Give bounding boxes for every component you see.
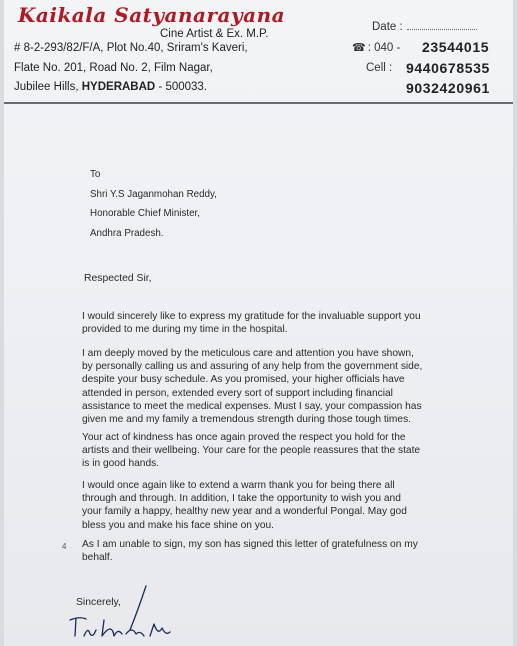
paragraph-line: through and through. In addition, I take the opportunity to wish you and: [82, 493, 401, 505]
paragraph-1: [82, 310, 421, 336]
cell-label: Cell :: [366, 62, 393, 74]
recipient-block: [90, 165, 217, 243]
paragraph-line: despite your busy schedule. As you promised, your higher officials have: [82, 374, 405, 386]
recipient-line: Shri Y.S Jaganmohan Reddy,: [90, 188, 217, 200]
telephone-icon: ☎: [352, 42, 366, 54]
paragraph-line: your family a happy, healthy new year and a wonderful Pongal. May god: [82, 506, 407, 518]
paragraph-line: Your act of kindness has once again proved the respect you hold for the: [82, 432, 406, 443]
paragraph-line: bless you and make his face shine on you.: [82, 519, 274, 531]
paragraph-line: I would once again like to extend a warm thank you for being there all: [82, 480, 395, 491]
paragraph-2: [82, 347, 422, 426]
phone-label: : 040 -: [367, 42, 401, 54]
paragraph-line: attended in person, extended every sort of support including financial: [82, 387, 393, 399]
paragraph-4: [82, 479, 407, 532]
paragraph-line: is in good hands.: [82, 458, 160, 470]
recipient-line: Honorable Chief Minister,: [90, 208, 200, 219]
paragraph-line: assistance to meet the medical expenses. Must I say, your compassion has: [82, 400, 422, 412]
paragraph-5: [82, 538, 418, 564]
address-line-3: [14, 81, 207, 93]
letterhead: [4, 0, 513, 104]
letterhead-role: Cine Artist & Ex. M.P.: [160, 28, 269, 40]
phone-number: 23544015: [422, 39, 490, 55]
paragraph-line: behalf.: [82, 552, 113, 564]
address-city: HYDERABAD: [81, 81, 156, 93]
address-line-3-suffix: - 500033.: [155, 81, 208, 93]
date-blank: [407, 29, 477, 30]
paragraph-3: [82, 431, 420, 471]
address-line-2: Flate No. 201, Road No. 2, Film Nagar,: [14, 62, 213, 74]
paragraph-line: artists and their wellbeing. Your care for the people reassures that the state: [82, 445, 421, 457]
paragraph-line: I am deeply moved by the meticulous care and attention you have shown,: [82, 348, 414, 359]
paragraph-line: I would sincerely like to express my gratitude for the invaluable support you: [82, 311, 421, 322]
address-line-1: # 8-2-293/82/F/A, Plot No.40, Sriram's Kaveri,: [14, 42, 248, 54]
paragraph-marker: 4: [62, 542, 67, 551]
closing: Sincerely,: [76, 597, 121, 608]
date-field: [372, 21, 477, 33]
recipient-line: Andhra Pradesh.: [90, 227, 164, 239]
salutation: Respected Sir,: [84, 273, 152, 284]
letterhead-name: Kaikala Satyanarayana: [18, 3, 286, 27]
paragraph-line: As I am unable to sign, my son has signed this letter of gratefulness on my: [82, 539, 418, 550]
paragraph-line: provided to me during my time in the hospital.: [82, 324, 288, 336]
cell-number-1: 9440678535: [406, 60, 490, 76]
phone-field: [352, 41, 400, 54]
letter-page: [4, 0, 513, 646]
paragraph-line: given me and my family a tremendous strength during those tough times.: [82, 414, 411, 426]
date-label: Date :: [372, 21, 403, 33]
recipient-line: To: [90, 169, 101, 180]
paragraph-line: by personally calling us and assuring of any help from the government side,: [82, 361, 423, 373]
signature: [66, 580, 186, 644]
address-line-3-prefix: Jubilee Hills,: [14, 81, 82, 93]
cell-number-2: 9032420961: [406, 80, 490, 96]
